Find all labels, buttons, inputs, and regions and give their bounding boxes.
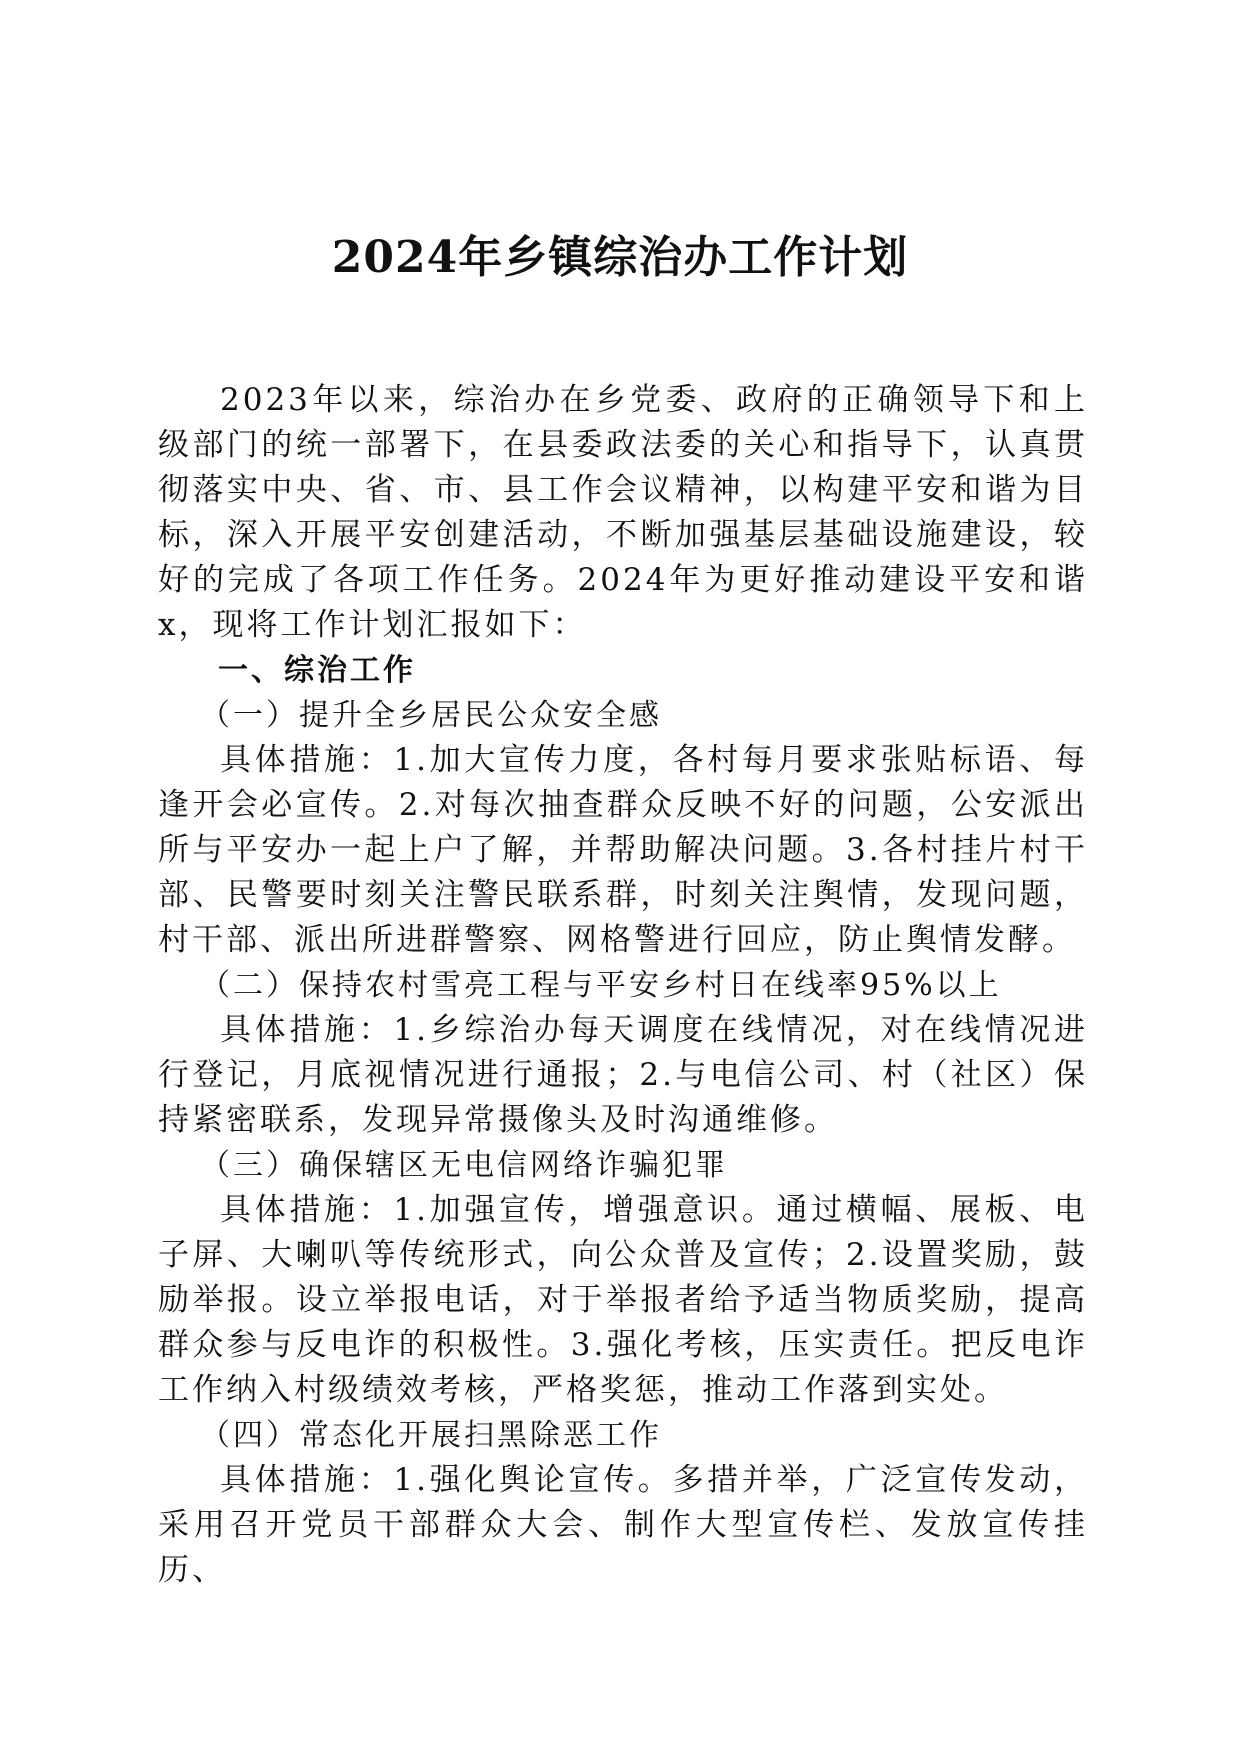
subsection-heading: （三）确保辖区无电信网络诈骗犯罪 (200, 1148, 728, 1183)
measures-paragraph: 具体措施：1.乡综治办每天调度在线情况，对在线情况进行登记，月底视情况进行通报；2.与电信公司、村（社区）保持紧密联系，发现异常摄像头及时沟通维修。 (158, 1012, 1088, 1138)
measures-paragraph: 具体措施：1.加大宣传力度，各村每月要求张贴标语、每逢开会必宣传。2.对每次抽查群众反映不好的问题，公安派出所与平安办一起上户了解，并帮助解决问题。3.各村挂片村干部、民警要时刻关注警民联系群，时刻关注舆情，发现问题，村干部、派出所进群警察、网格警进行回应，防止舆情发酵。 (158, 742, 1088, 958)
measures-paragraph: 具体措施：1.强化舆论宣传。多措并举，广泛宣传发动，采用召开党员干部群众大会、制作大型宣传栏、发放宣传挂历、 (158, 1462, 1088, 1588)
section-heading: 一、综治工作 (218, 653, 416, 688)
measures-paragraph: 具体措施：1.加强宣传，增强意识。通过横幅、展板、电子屏、大喇叭等传统形式，向公众普及宣传；2.设置奖励，鼓励举报。设立举报电话，对于举报者给予适当物质奖励，提高群众参与反电诈的积极性。3.强化考核，压实责任。把反电诈工作纳入村级绩效考核，严格奖惩，推动工作落到实处。 (158, 1192, 1088, 1408)
document-title: 2024年乡镇综治办工作计划 (331, 232, 909, 283)
intro-paragraph: 2023年以来，综治办在乡党委、政府的正确领导下和上级部门的统一部署下，在县委政法委的关心和指导下，认真贯彻落实中央、省、市、县工作会议精神，以构建平安和谐为目标，深入开展平安创建活动，不断加强基层基础设施建设，较好的完成了各项工作任务。2024年为更好推动建设平安和谐x，现将工作计划汇报如下： (158, 382, 1088, 643)
subsection-heading: （二）保持农村雪亮工程与平安乡村日在线率95%以上 (200, 968, 1002, 1003)
subsection-heading: （一）提升全乡居民公众安全感 (200, 698, 662, 733)
document-body (158, 378, 1088, 1593)
subsection-heading: （四）常态化开展扫黑除恶工作 (200, 1418, 662, 1453)
